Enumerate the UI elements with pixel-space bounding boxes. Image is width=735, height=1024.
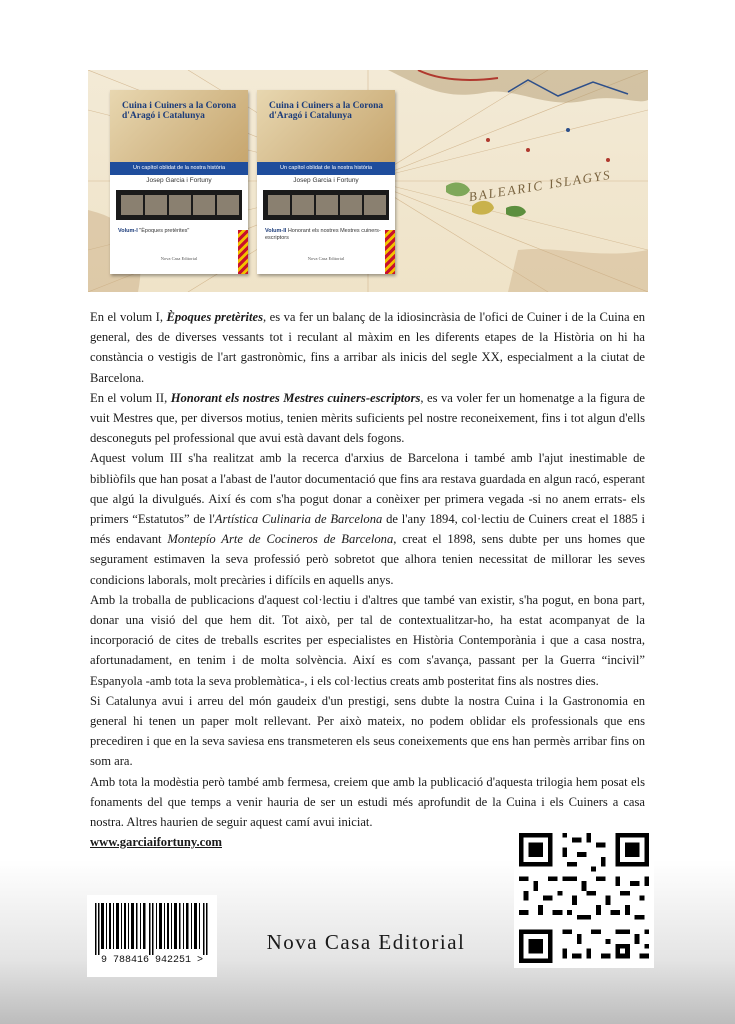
cover-title: Cuina i Cuiners a la Corona d'Aragó i Catalunya <box>122 101 237 121</box>
paragraph-catalunya: Si Catalunya avui i arreu del món gaudeix d'un prestigi, sens dubte la nostra Cuina i la Gastronomia en general hi tenen un paper molt rellevant. Per això mateix, no podem oblidar els professionals que ens precediren i que en la seva saviesa ens transmeteren els seus coneixements que ens han permès arribar fins on som ara. <box>90 693 645 769</box>
qr-code[interactable] <box>514 828 654 968</box>
cover-author: Josep Garcia i Fortuny <box>146 177 212 184</box>
cover-volume-number: Volum-I <box>118 228 138 234</box>
map-label-text: BALEARIC ISLAGYS <box>467 166 613 205</box>
cover-publisher: Nova Casa Editorial <box>307 256 345 261</box>
paragraph-volume-1: En el volum I, Èpoques pretèrites, es va fer un balanç de la idiosincràsia de l'ofici de Cuiner i de la Cuina en general, des de diverses vessants tot i reculant al màxim en les diferents etapes de la Història on hi ha constància o vestigis de l'art gastronòmic, fins a arribar als inicis del segle XX, especialment a la ciutat de Barcelona. <box>90 310 645 385</box>
paragraph-volume-3: Aquest volum III s'ha realitzat amb la recerca d'arxius de Barcelona i també amb l'ajut inestimable de bibliòfils que han posat a l'abast de l'autor documentació que fins ara restava guardada en algun racó, esperant que algú la divulgués. Així és com s'ha pogut donar a conèixer per primera vegada -si no anem errats- els primers “Estatutos” de l'Artística Culinaria de Barcelona de l'any 1894, col·lectiu de Cuiners creat el 1885 i més endavant Montepío Arte de Cocineros de Barcelona, creat el 1898, sens dubte per uns homes que segurament estimaven la seva professió però sobretot que alhora tenien necessitat de millorar les seves condicions laborals, molt precàries i difícils en aquells anys. <box>90 451 646 587</box>
cover-volume-title: "Èpoques pretèrites" <box>139 228 190 234</box>
book-cover-volume-2 <box>257 90 395 274</box>
isbn-number: 9 788416 942251 > <box>100 955 204 966</box>
volume-1-title: Èpoques pretèrites <box>166 310 264 324</box>
book-cover-volume-1 <box>110 90 248 274</box>
volume-2-title: Honorant els nostres Mestres cuiners-escriptors <box>170 390 421 405</box>
website-link[interactable]: www.garciaifortuny.com <box>90 835 222 850</box>
cover-volume-label <box>265 228 389 242</box>
paragraph-trilogy: Amb tota la modèstia però també amb fermesa, creiem que amb la publicació d'aquesta trilogia hem posat els fonaments del que temps a venir hauria de ser un estudi més aprofundit de la Cuina i els Cuiners a casa nostra. Altres haurien de seguir aquest camí avui iniciat. <box>90 774 645 830</box>
back-cover-text <box>90 307 645 852</box>
cover-author: Josep Garcia i Fortuny <box>293 177 359 184</box>
cover-flag-stripe <box>385 230 395 274</box>
montepio-name: Montepío Arte de Cocineros de Barcelona <box>167 532 394 547</box>
isbn-barcode <box>87 895 217 977</box>
cover-subtitle: Un capítol oblidat de la nostra història <box>110 162 248 175</box>
cover-title: Cuina i Cuiners a la Corona d'Aragó i Catalunya <box>269 101 384 121</box>
paragraph-publications: Amb la troballa de publicacions d'aquest col·lectiu i d'altres que també van existir, s'ha pogut, en bona part, donar una visió del que hem dit. Tot això, per tal de contextualitzar-ho, ha estat acompanyat de la incorporació de cites de treballs escrites per especialistes en Història Contemporània i que a casa nostra, afortunadament, en tenim i de molta solvència. Així es com s'avança, passant per la Guerra “incivil” Espanyola -amb tota la seva problemàtica-, i els col·lectius creats amb posteritat fins als nostres dies. <box>90 592 645 688</box>
cover-subtitle: Un capítol oblidat de la nostra història <box>257 162 395 175</box>
cover-publisher: Nova Casa Editorial <box>160 256 198 261</box>
barcode-bars <box>95 903 209 955</box>
cover-volume-title: Honorant els nostres Mestres cuiners-escriptors <box>265 228 381 241</box>
cover-film-strip <box>263 190 389 220</box>
cover-volume-label <box>118 228 242 235</box>
cover-volume-number: Volum-II <box>265 228 287 234</box>
cover-flag-stripe <box>238 230 248 274</box>
association-name: Artística Culinaria de Barcelona <box>214 512 383 527</box>
paragraph-volume-2: En el volum II, Honorant els nostres Mestres cuiners-escriptors, es va voler fer un homenatge a la figura de vuit Mestres que, per diversos motius, tenien mèrits suficients pel nostre reconeixement, fins i tot algun d'ells desconeguts pel professional que avui està davant dels fogons. <box>90 390 645 446</box>
qr-code-pattern <box>514 828 654 968</box>
publisher-logo: Nova Casa Editorial <box>266 930 466 954</box>
cover-film-strip <box>116 190 242 220</box>
